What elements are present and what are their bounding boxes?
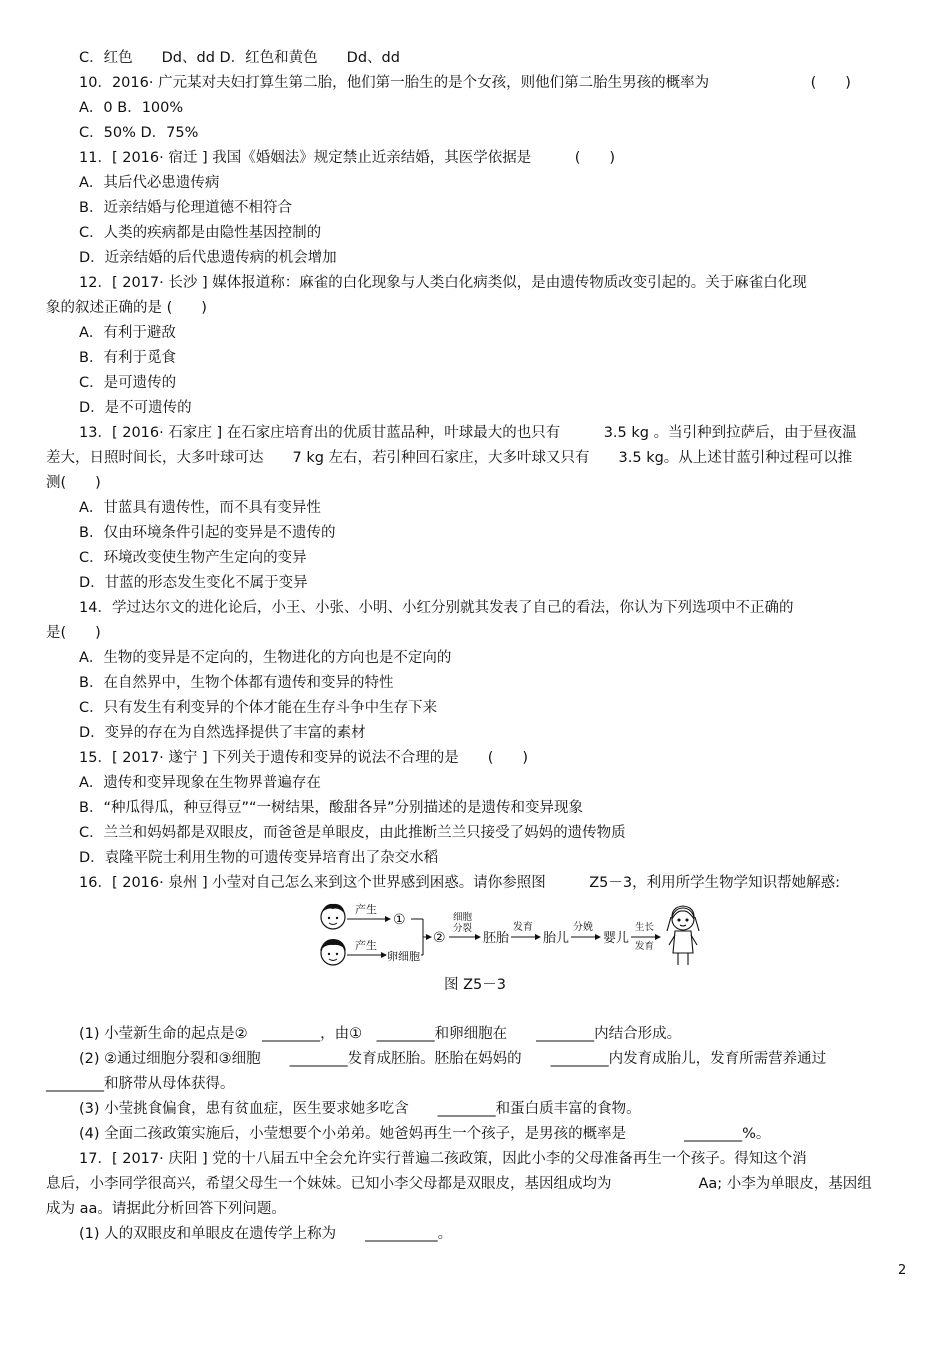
cell-division-bottom: 分裂 (453, 923, 473, 934)
q14-option-b: B．在自然界中，生物个体都有遗传和变异的特性 (79, 675, 394, 691)
q13-stem-cont2: 测( ) (46, 475, 101, 491)
q14-option-c: C．只有发生有利变异的个体才能在生存斗争中生存下来 (79, 700, 438, 716)
growth-top: 生长 (635, 922, 655, 933)
q13-option-b: B．仅由环境条件引起的变异是不遗传的 (79, 525, 336, 541)
q16-part2: (2) ②通过细胞分裂和③细胞 ________发育成胚胎。胚胎在妈妈的 ________内发育成胎儿，发育所需营养通过 (79, 1051, 827, 1067)
q13-option-c: C．环境改变使生物产生定向的变异 (79, 550, 307, 566)
q11-option-c: C．人类的疾病都是由隐性基因控制的 (79, 225, 322, 241)
growth-bottom: 发育 (635, 941, 655, 952)
girl-figure-icon (667, 906, 699, 965)
q11-option-a: A．其后代必患遗传病 (79, 175, 220, 191)
q16-part3: (3) 小莹挑食偏食，患有贫血症，医生要求她多吃含 ________和蛋白质丰富的食物。 (79, 1101, 641, 1117)
q13-option-d: D．甘蓝的形态发生变化不属于变异 (79, 575, 308, 591)
q11-stem: 11．[ 2016· 宿迁 ] 我国《婚姻法》规定禁止近亲结婚，其医学依据是 ( ) (79, 150, 616, 166)
q15-option-c: C．兰兰和妈妈都是双眼皮，而爸爸是单眼皮，由此推断兰兰只接受了妈妈的遗传物质 (79, 825, 626, 841)
q16-part1: (1) 小莹新生命的起点是② ________，由① ________和卵细胞在 ________内结合形成。 (79, 1026, 682, 1042)
cell-division-top: 细胞 (453, 912, 473, 923)
q16-part2-cont: ________和脐带从母体获得。 (46, 1076, 235, 1092)
q15-option-b: B．“种瓜得瓜，种豆得豆”“一树结果，酸甜各异”分别描述的是遗传和变异现象 (79, 800, 583, 816)
q17-stem-cont: 息后，小李同学很高兴，希望父母生一个妹妹。已知小李父母都是双眼皮，基因组成均为 Aa; 小李为单眼皮，基因组 (46, 1176, 872, 1192)
figure-caption: 图 Z5－3 (444, 977, 506, 993)
q12-stem-cont: 象的叙述正确的是 ( ) (46, 300, 207, 316)
q15-option-a: A．遗传和变异现象在生物界普遍存在 (79, 775, 321, 791)
produce-label-1: 产生 (355, 903, 377, 916)
q10-option-cd: C．50% D．75% (79, 125, 199, 141)
q14-stem-cont: 是( ) (46, 625, 101, 641)
page-number: 2 (898, 1263, 907, 1278)
birth-label: 分娩 (573, 922, 593, 933)
q13-stem: 13．[ 2016· 石家庄 ] 在石家庄培育出的优质甘蓝品种，叶球最大的也只有 3.5 kg 。当引种到拉萨后，由于昼夜温 (79, 425, 857, 441)
q12-option-d: D．是不可遗传的 (79, 400, 192, 416)
q15-stem: 15．[ 2017· 遂宁 ] 下列关于遗传和变异的说法不合理的是 ( ) (79, 750, 529, 766)
egg-cell-label: 卵细胞 (387, 950, 420, 963)
q10-option-ab: A．0 B．100% (79, 100, 184, 116)
sperm-marker: ① (393, 912, 406, 928)
mother-face-icon (320, 939, 346, 965)
q12-option-b: B．有利于觅食 (79, 350, 176, 366)
q16-stem: 16．[ 2016· 泉州 ] 小莹对自己怎么来到这个世界感到困惑。请你参照图 Z5－3，利用所学生物学知识帮她解惑: (79, 875, 840, 891)
develop-label: 发育 (513, 922, 533, 933)
fetus-label: 胎儿 (543, 931, 570, 946)
q13-option-a: A．甘蓝具有遗传性，而不具有变异性 (79, 500, 321, 516)
zygote-marker: ② (433, 930, 446, 946)
q9-option-cd: C．红色 Dd、dd D．红色和黄色 Dd、dd (79, 50, 400, 66)
embryo-label: 胚胎 (483, 931, 510, 946)
q13-stem-cont: 差大，日照时间长，大多叶球可达 7 kg 左右，若引种回石家庄，大多叶球又只有 3.5 kg。从上述甘蓝引种过程可以推 (46, 450, 853, 466)
q15-option-d: D．袁隆平院士利用生物的可遗传变异培育出了杂交水稻 (79, 850, 439, 866)
q16-part4: (4) 全面二孩政策实施后，小莹想要个小弟弟。她爸妈再生一个孩子，是男孩的概率是 ________%。 (79, 1126, 771, 1142)
produce-label-2: 产生 (355, 939, 377, 952)
father-face-icon (321, 904, 345, 929)
q14-option-a: A．生物的变异是不定向的，生物进化的方向也是不定向的 (79, 650, 452, 666)
q12-option-c: C．是可遗传的 (79, 375, 177, 391)
q17-stem: 17．[ 2017· 庆阳 ] 党的十八届五中全会允许实行普遍二孩政策，因此小李的父母准备再生一个孩子。得知这个消 (79, 1151, 807, 1167)
q11-option-b: B．近亲结婚与伦理道德不相符合 (79, 200, 292, 216)
q11-option-d: D．近亲结婚的后代患遗传病的机会增加 (79, 250, 337, 266)
q14-stem: 14．学过达尔文的进化论后，小王、小张、小明、小红分别就其发表了自己的看法，你认为下列选项中不正确的 (79, 600, 794, 616)
q17-stem-cont2: 成为 aa。请据此分析回答下列问题。 (46, 1201, 286, 1217)
reproduction-flow-diagram (315, 897, 715, 969)
q12-option-a: A．有利于避敌 (79, 325, 176, 341)
q17-part1: (1) 人的双眼皮和单眼皮在遗传学上称为 __________。 (79, 1226, 453, 1242)
q10-stem: 10．2016· 广元某对夫妇打算生第二胎，他们第一胎生的是个女孩，则他们第二胎生男孩的概率为 ( ) (79, 75, 851, 91)
baby-label: 婴儿 (603, 931, 630, 946)
q12-stem: 12．[ 2017· 长沙 ] 媒体报道称：麻雀的白化现象与人类白化病类似，是由遗传物质改变引起的。关于麻雀白化现 (79, 275, 807, 291)
q14-option-d: D．变异的存在为自然选择提供了丰富的素材 (79, 725, 366, 741)
